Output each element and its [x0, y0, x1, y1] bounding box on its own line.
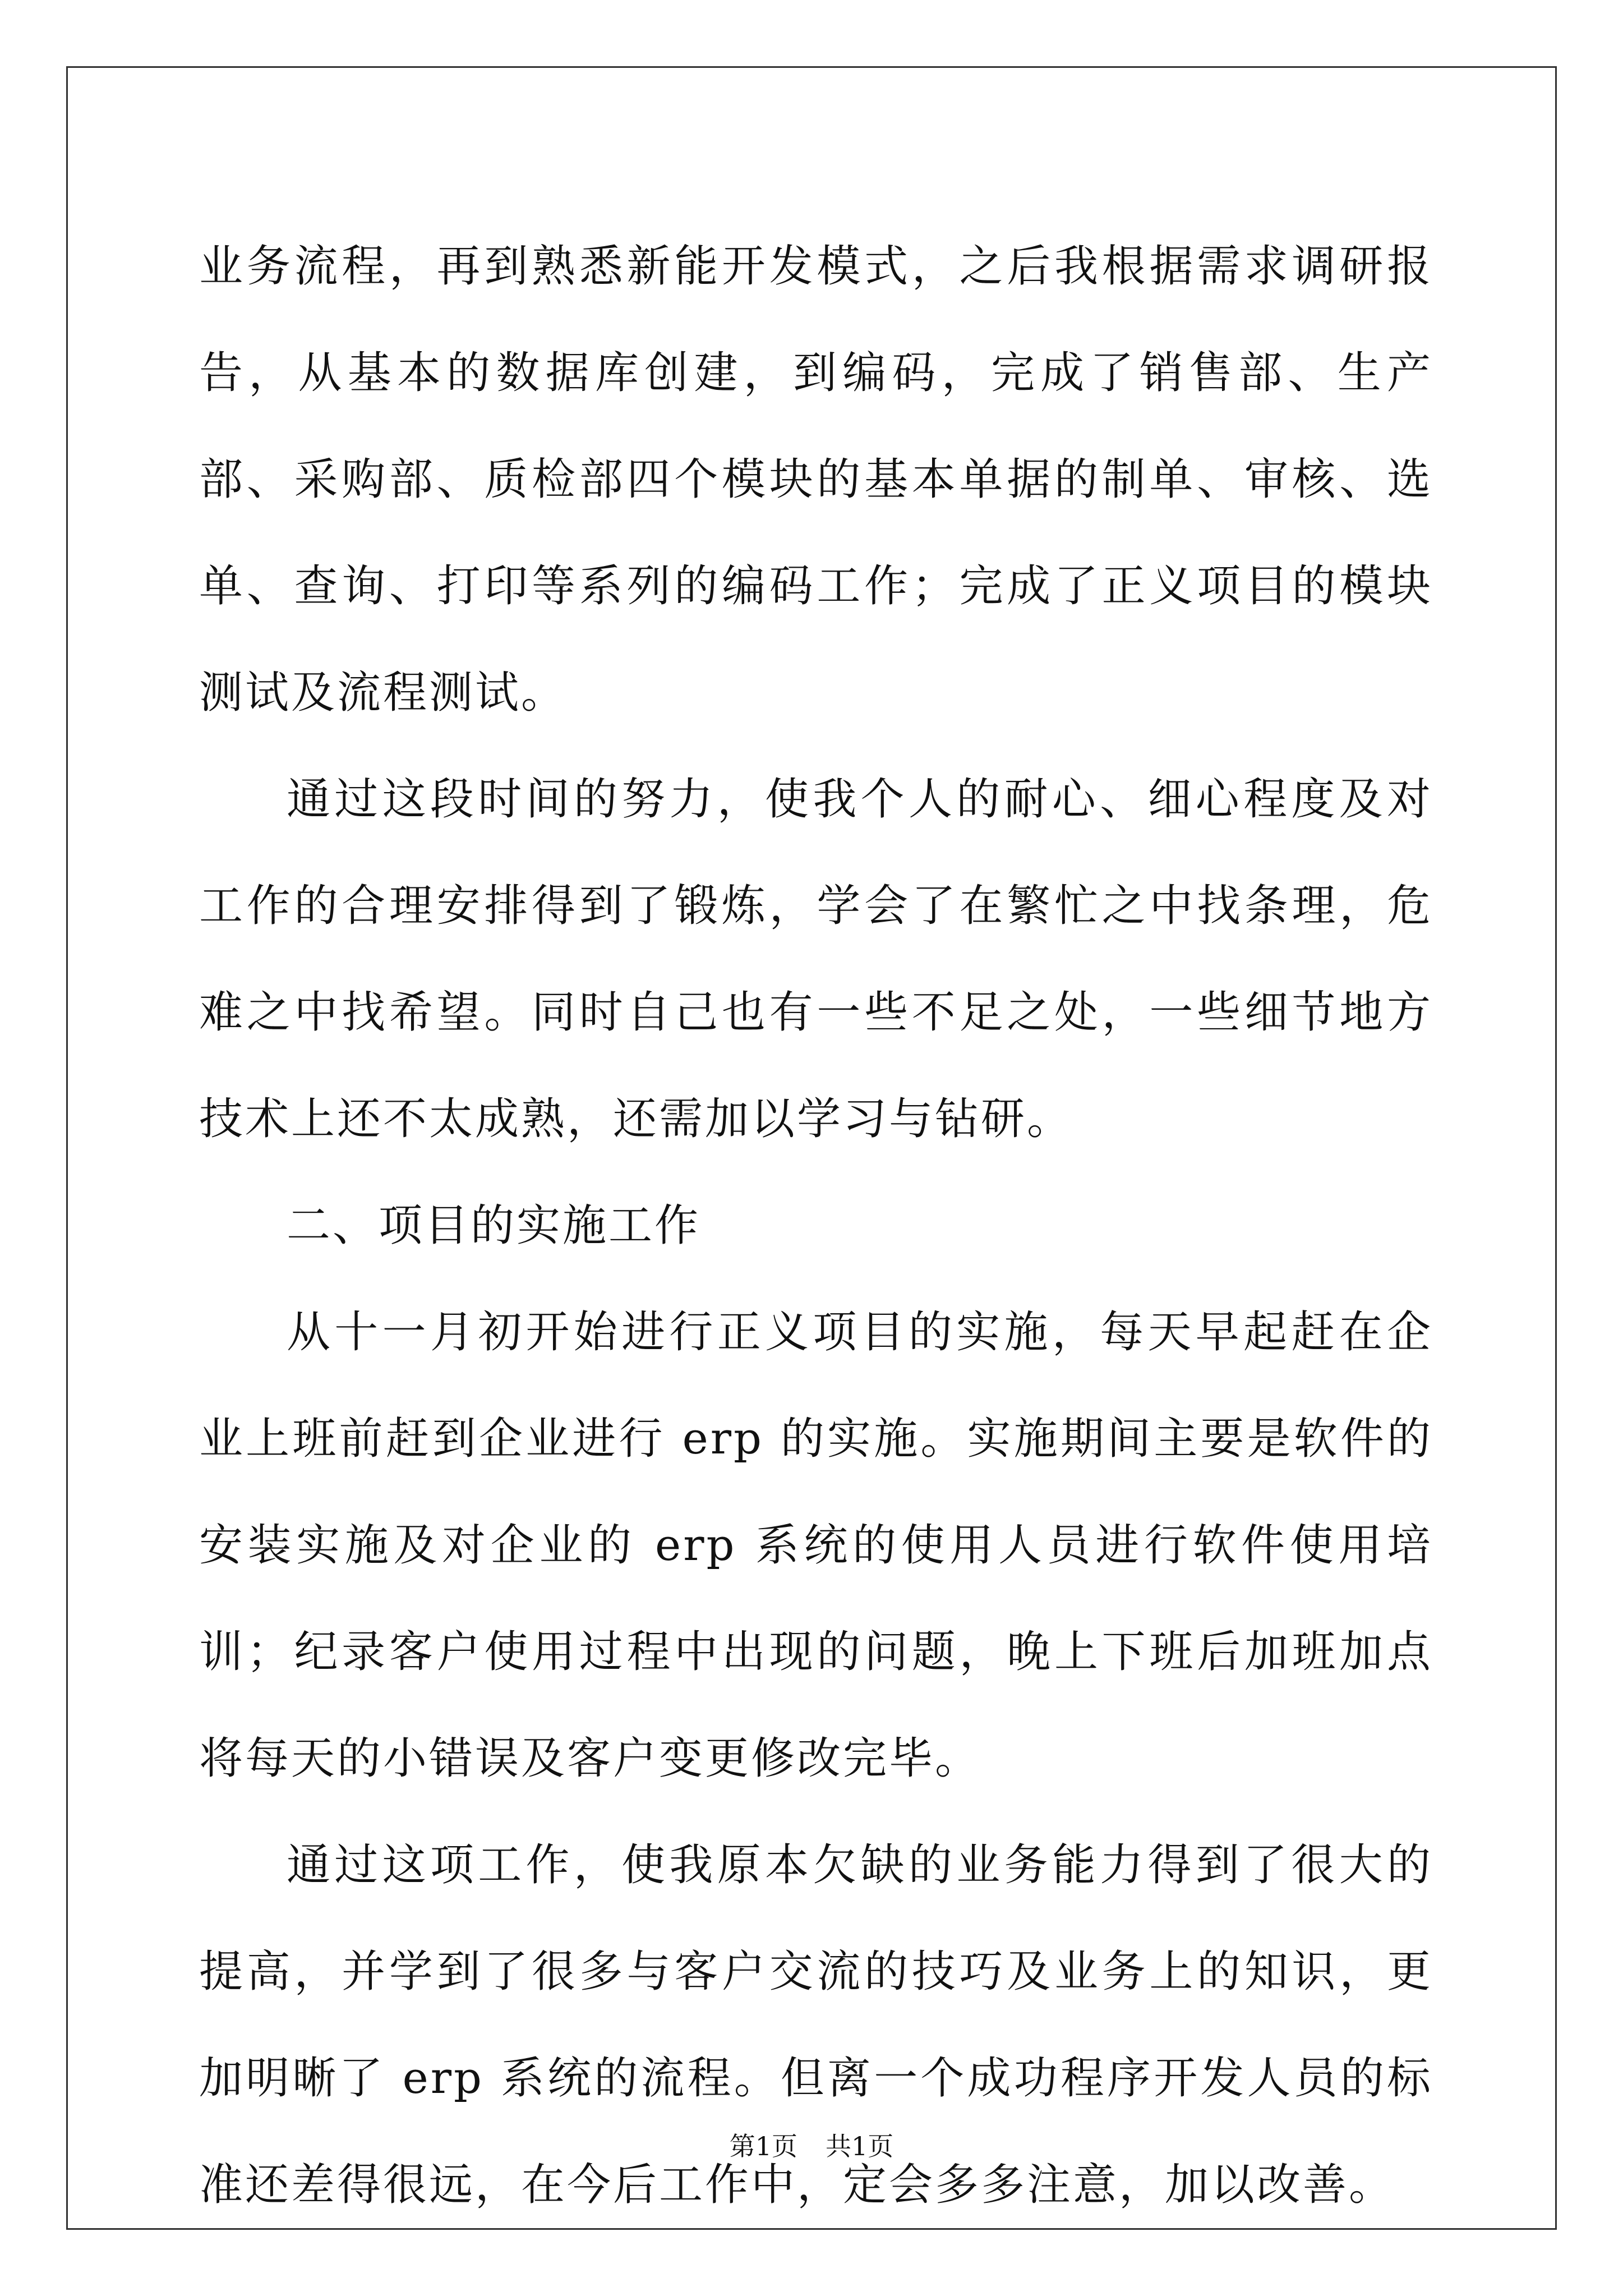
document-body [199, 213, 1433, 2238]
paragraph-continuation: 业务流程，再到熟悉新能开发模式，之后我根据需求调研报告，从基本的数据库创建，到编码，完成了销售部、生产部、采购部、质检部四个模块的基本单据的制单、审核、选单、查询、打印等系列的编码工作；完成了正义项目的模块测试及流程测试。 [199, 241, 1433, 718]
page-footer [0, 2126, 1623, 2163]
paragraph: 从十一月初开始进行正义项目的实施，每天早起赶在企业上班前赶到企业进行 erp 的实施。实施期间主要是软件的安装实施及对企业的 erp 系统的使用人员进行软件使用培训；纪录客户使用过程中出现的问题，晚上下班后加班加点将每天的小错误及客户变更修改完毕。 [199, 1307, 1433, 1784]
page-total: 共1页 [826, 2131, 894, 2161]
paragraph: 通过这项工作，使我原本欠缺的业务能力得到了很大的提高，并学到了很多与客户交流的技巧及业务上的知识，更加明晰了 erp 系统的流程。但离一个成功程序开发人员的标准还差得很远，在今后工作中，定会多多注意，加以改善。 [199, 1840, 1433, 2210]
paragraph: 通过这段时间的努力，使我个人的耐心、细心程度及对工作的合理安排得到了锻炼，学会了在繁忙之中找条理，危难之中找希望。同时自己也有一些不足之处，一些细节地方技术上还不太成熟，还需加以学习与钻研。 [199, 774, 1433, 1144]
page-number: 第1页 [729, 2131, 797, 2161]
section-heading: 二、项目的实施工作 [287, 1200, 701, 1251]
